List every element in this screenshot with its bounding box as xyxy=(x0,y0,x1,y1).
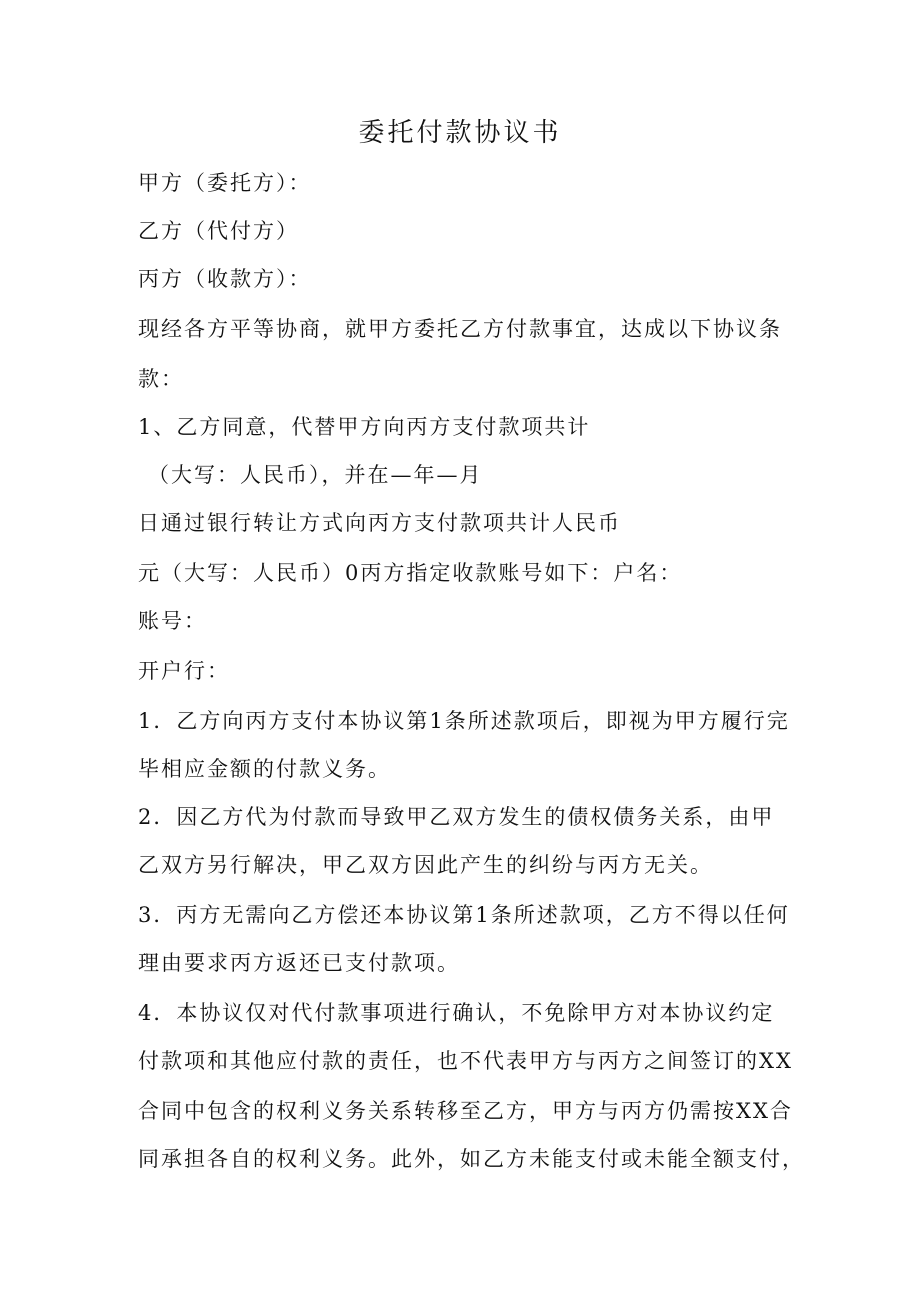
item-2-line-1: 2．因乙方代为付款而导致甲乙双方发生的债权债务关系，由甲 xyxy=(138,805,775,829)
item-1-line-2: 毕相应金额的付款义务。 xyxy=(138,757,391,781)
item-3-line-1: 3．丙方无需向乙方偿还本协议第1条所述款项，乙方不得以任何 xyxy=(138,903,790,927)
item-4-line-2: 付款项和其他应付款的责任，也不代表甲方与丙方之间签订的XX xyxy=(138,1049,793,1073)
clause-1-line-3: 日通过银行转让方式向丙方支付款项共计人民币 xyxy=(138,511,621,535)
party-b-line: 乙方（代付方） xyxy=(138,219,299,243)
account-number-line: 账号： xyxy=(138,609,207,633)
item-4-line-1: 4．本协议仅对代付款事项进行确认，不免除甲方对本协议约定 xyxy=(138,1001,775,1025)
party-a-line: 甲方（委托方）： xyxy=(138,171,312,195)
item-4-line-4: 同承担各自的权利义务。此外，如乙方未能支付或未能全额支付， xyxy=(138,1147,805,1171)
clause-1-line-1: 1、乙方同意，代替甲方向丙方支付款项共计 xyxy=(138,415,591,439)
preamble-line-1: 现经各方平等协商，就甲方委托乙方付款事宜，达成以下协议条 xyxy=(138,317,782,341)
clause-1-line-4: 元（大写：人民币）0丙方指定收款账号如下：户名： xyxy=(138,561,683,585)
item-1-line-1: 1．乙方向丙方支付本协议第1条所述款项后，即视为甲方履行完 xyxy=(138,709,790,733)
item-3-line-2: 理由要求丙方返还已支付款项。 xyxy=(138,951,460,975)
item-2-line-2: 乙双方另行解决，甲乙双方因此产生的纠纷与丙方无关。 xyxy=(138,853,713,877)
clause-1-line-2: （大写：人民币），并在—年—月 xyxy=(148,463,483,487)
preamble-line-2: 款： xyxy=(138,367,184,391)
item-4-line-3: 合同中包含的权利义务关系转移至乙方，甲方与丙方仍需按XX合 xyxy=(138,1099,793,1123)
bank-line: 开户行： xyxy=(138,659,230,683)
party-c-line: 丙方（收款方）： xyxy=(138,267,312,291)
document-title: 委托付款协议书 xyxy=(358,118,562,148)
